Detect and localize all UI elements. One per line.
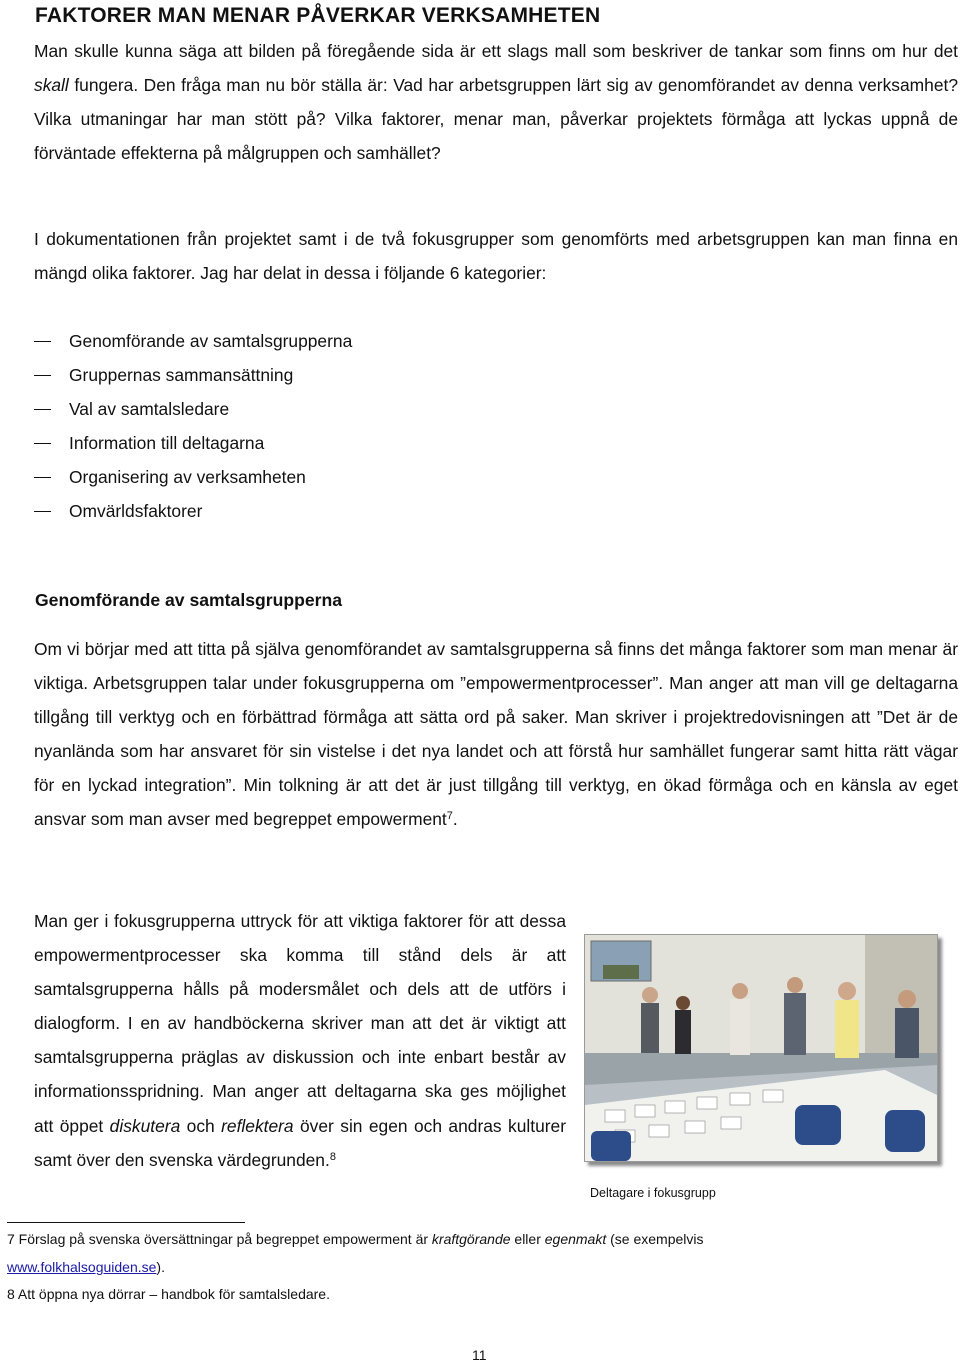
footnote-8: 8 Att öppna nya dörrar – handbok för samtalsledare.	[7, 1286, 330, 1302]
folkhalsoguiden-link[interactable]: www.folkhalsoguiden.se	[7, 1259, 157, 1275]
page-number: 11	[472, 1347, 487, 1363]
focus-group-photo	[584, 934, 938, 1162]
footnote-7-continued: www.folkhalsoguiden.se).	[7, 1259, 165, 1275]
dash-bullet	[34, 375, 51, 376]
footnote-ref-8[interactable]: 8	[329, 1150, 336, 1163]
dash-bullet	[34, 511, 51, 512]
emphasis-skall: skall	[34, 75, 69, 95]
emphasis-reflektera: reflektera	[221, 1115, 294, 1136]
section-heading: Genomförande av samtalsgrupperna	[35, 590, 342, 610]
dash-bullet	[34, 443, 51, 444]
footnote-ref-7[interactable]: 7	[446, 810, 453, 822]
footnote-divider	[7, 1222, 245, 1223]
list-item: Information till deltagarna	[34, 426, 352, 460]
list-item: Genomförande av samtalsgrupperna	[34, 324, 352, 358]
footnote-7: 7 Förslag på svenska översättningar på begreppet empowerment är kraftgörande eller egenmakt (se exempelvis	[7, 1231, 704, 1247]
intro-paragraph-1: Man skulle kunna säga att bilden på föregående sida är ett slags mall som beskriver de tankar som finns om hur det skall fungera. Den fråga man nu bör ställa är: Vad har arbetsgruppen lärt sig av genomförandet av denna verksamhet? Vilka utmaningar har man stött på? Vilka faktorer, menar man, påverkar projektets förmåga att lyckas uppnå de förväntade effekterna på målgruppen och samhället?	[34, 41, 958, 163]
section-paragraph-1: Om vi börjar med att titta på själva genomförandet av samtalsgrupperna så finns det många faktorer som man menar är viktiga. Arbetsgruppen talar under fokusgrupperna om ”empowermentprocesser”. Man anger att man vill ge deltagarna tillgång till verktyg och en förbättrad förmåga att sätta ord på saker. Man skriver i projektredovisningen att ”Det är de nyanlända som har ansvaret för sin vistelse i det nya landet och att förstå hur samhället fungerar samt hitta rätt vägar för en lyckad integration”. Min tolkning är att det är just tillgång till verktyg, en ökad förmåga och en känsla av eget ansvar som man avser med begreppet empowerment$^7$.	[34, 639, 958, 829]
list-item: Omvärldsfaktorer	[34, 494, 352, 528]
emphasis-diskutera: diskutera	[109, 1115, 181, 1136]
photo-caption: Deltagare i fokusgrupp	[590, 1186, 716, 1200]
dash-bullet	[34, 409, 51, 410]
list-item: Organisering av verksamheten	[34, 460, 352, 494]
list-item: Val av samtalsledare	[34, 392, 352, 426]
photo-illustration	[585, 935, 937, 1161]
intro-paragraph-2: I dokumentationen från projektet samt i de två fokusgrupper som genomförts med arbetsgruppen kan man finna en mängd olika faktorer. Jag har delat in dessa i följande 6 kategorier:	[34, 229, 958, 283]
section-paragraph-2: Man ger i fokusgrupperna uttryck för att viktiga faktorer för att dessa empowermentprocesser ska komma till stånd dels är att samtalsgrupperna hålls på modersmålet och dels att de utförs i dialogform. I en av handböckerna skriver man att det är viktigt att samtalsgrupperna präglas av diskussion och inte enbart består av informationsspridning. Man anger att deltagarna ska ges möjlighet att öppet diskutera och reflektera över sin egen och andras kulturer samt över den svenska värdegrunden.$^8$	[34, 911, 566, 1170]
category-list	[34, 324, 352, 528]
dash-bullet	[34, 341, 51, 342]
dash-bullet	[34, 477, 51, 478]
page-heading: FAKTORER MAN MENAR PÅVERKAR VERKSAMHETEN	[35, 4, 601, 27]
list-item: Gruppernas sammansättning	[34, 358, 352, 392]
